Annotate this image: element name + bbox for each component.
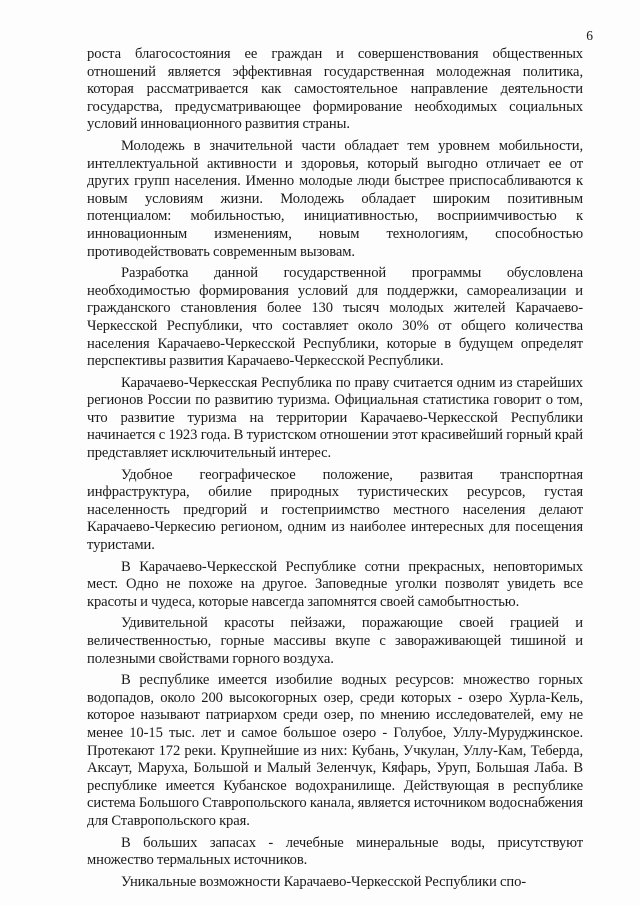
paragraph-geography: Удобное географическое положение, развитая транспортная инфраструктура, обилие природных туристических ресурсов, густая населенность предгорий и гостеприимство местного населения делают Карачаево-Черкесию регионом, одним из наиболее интересных для посещения туристами.: [87, 466, 583, 554]
body-text: [87, 46, 583, 895]
paragraph-unique-places: В Карачаево-Черкесской Республике сотни прекрасных, неповторимых мест. Одно не похоже на другое. Заповедные уголки позволят увидеть все красоты и чудеса, которые навсегда запомнятся своей самобытностью.: [87, 558, 583, 610]
paragraph-continuation: роста благосостояния ее граждан и совершенствования общественных отношений является эффективная государственная молодежная политика, которая рассматривается как самостоятельное направление деятельности государства, предусматривающее формирование необходимых социальных условий инновационного развития страны.: [87, 46, 583, 133]
paragraph-landscapes: Удивительной красоты пейзажи, поражающие своей грацией и величественностью, горные массивы вкупе с завораживающей тишиной и полезными свойствами горного воздуха.: [87, 615, 583, 667]
paragraph-tourism-history: Карачаево-Черкесская Республика по праву считается одним из старейших регионов России по развитию туризма. Официальная статистика говорит о том, что развитие туризма на территории Карачаево-Черкесской Республики начинается с 1923 года. В туристском отношении этот красивейший горный край представляет исключительный интерес.: [87, 374, 583, 462]
paragraph-water-resources: В республике имеется изобилие водных ресурсов: множество горных водопадов, около 200 высокогорных озер, среди которых - озеро Хурла-Кель, которое называют патриархом среди озер, по мнению исследователей, ему не менее 10-15 тыс. лет и самое большое озеро - Голубое, Уллу-Муруджинское. Протекают 172 реки. Крупнейшие из них: Кубань, Учкулан, Уллу-Кам, Теберда, Аксаут, Маруха, Большой и Малый Зеленчук, Кяфарь, Уруп, Большая Лаба. В республике имеется Кубанское водохранилище. Действующая в республике система Большого Ставропольского канала, является источником водоснабжения для Ставропольского края.: [87, 672, 583, 829]
paragraph-mineral-waters: В больших запасах - лечебные минеральные воды, присутствуют множество термальных источников.: [87, 834, 583, 869]
paragraph-program-rationale: Разработка данной государственной программы обусловлена необходимостью формирования условий для поддержки, самореализации и гражданского становления более 130 тысяч молодых жителей Карачаево-Черкесской Республики, что составляет около 30% от общего количества населения Карачаево-Черкесской Республики, которые в будущем определят перспективы развития Карачаево-Черкесской Республики.: [87, 265, 583, 370]
paragraph-youth-mobility: Молодежь в значительной части обладает тем уровнем мобильности, интеллектуальной активности и здоровья, который выгодно отличает ее от других групп населения. Именно молодые люди быстрее приспосабливаются к новым условиям жизни. Молодежь обладает широким позитивным потенциалом: мобильностью, инициативностью, восприимчивостью к инновационным изменениям, новым технологиям, способностью противодействовать современным вызовам.: [87, 137, 583, 260]
page-number: 6: [586, 28, 593, 43]
paragraph-unique-opportunities: Уникальные возможности Карачаево-Черкесской Республики спо-: [121, 873, 527, 890]
